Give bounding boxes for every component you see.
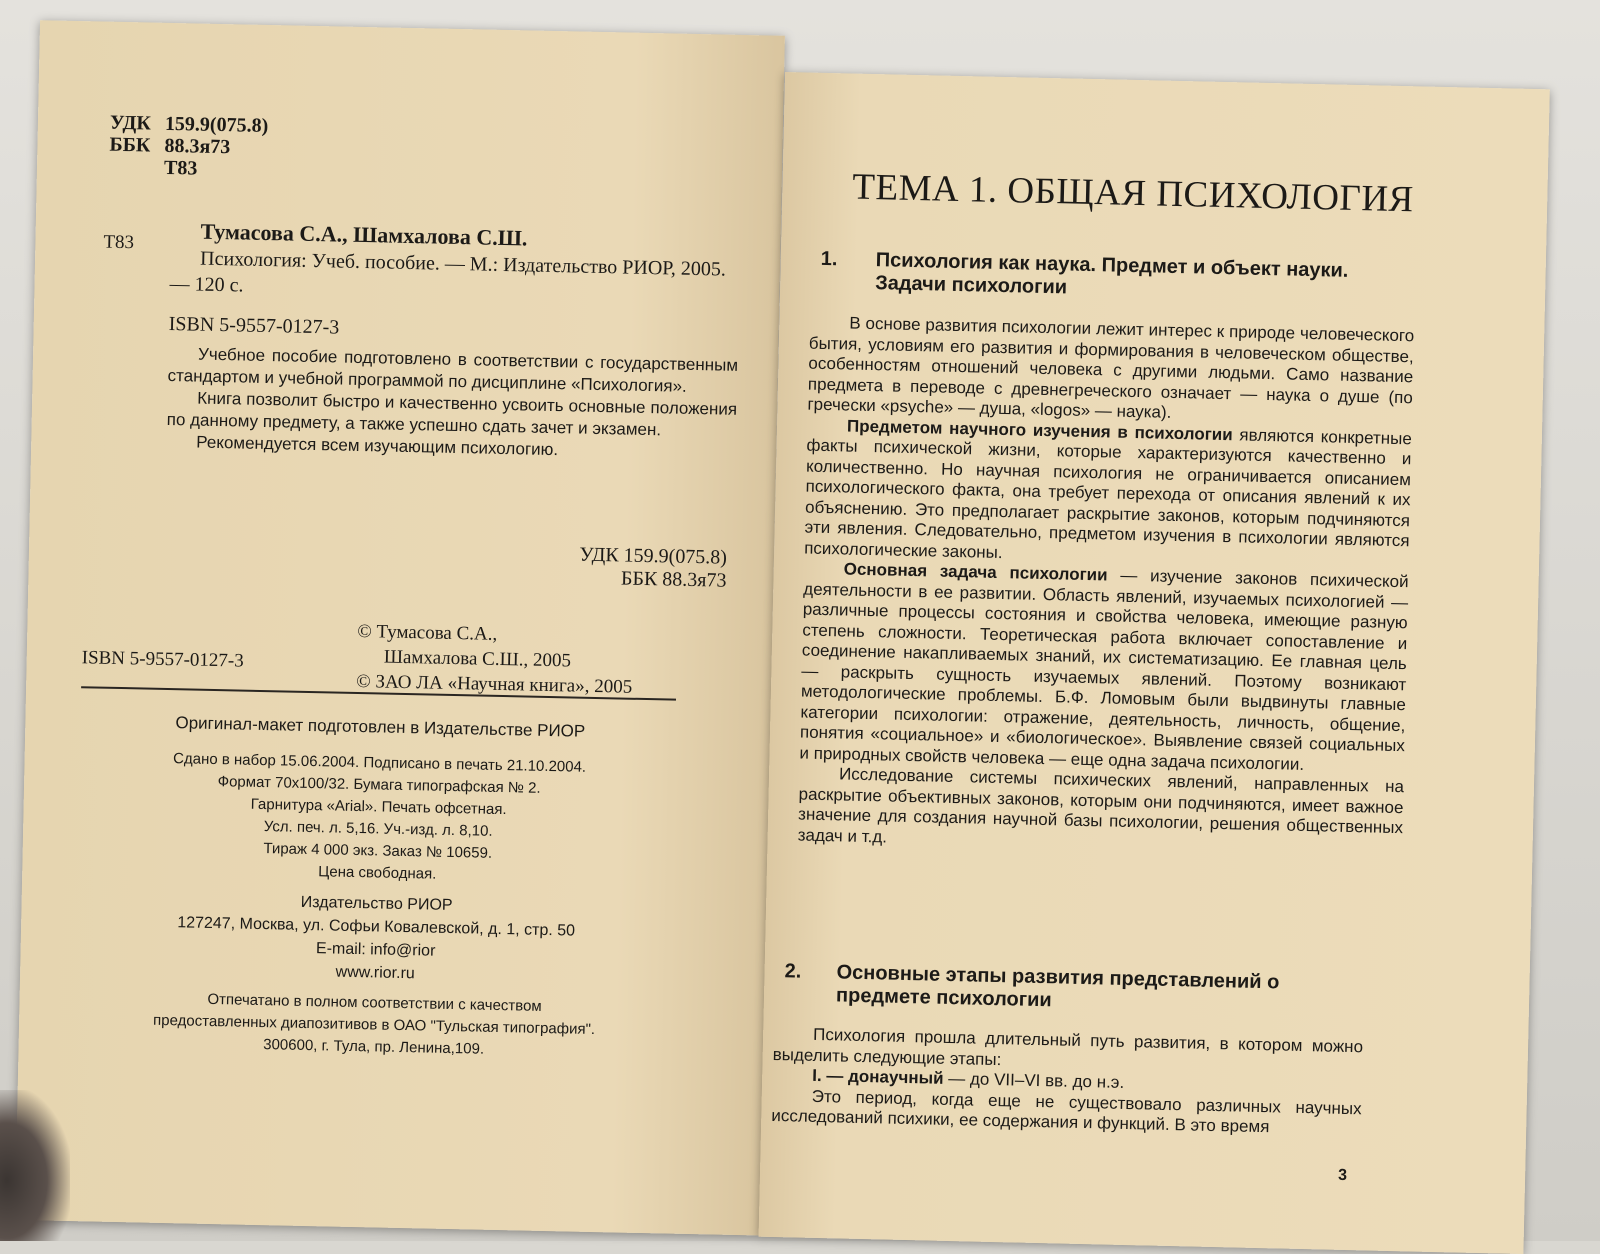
- isbn-bottom: ISBN 5-9557-0127-3: [81, 647, 244, 672]
- left-page: [15, 20, 785, 1235]
- copyright-block: [356, 619, 633, 700]
- printed-line: предоставленных диапозитивов в ОАО "Тульская типография".: [152, 1011, 596, 1039]
- printed-line: 300600, г. Тула, пр. Ленина,109.: [263, 1036, 485, 1058]
- bold-term: I. — донаучный: [812, 1065, 944, 1088]
- paragraph: Исследование системы психических явлений, направленных на раскрытие объективных законов, которым они подчиняются, имеет важное значение для создания научной базы психологии, решения общественных задач и т.д.: [797, 764, 1405, 847]
- copyright-line: © Тумасова С.А.,: [357, 620, 498, 645]
- paragraph-text: — до VII–VI вв. до н.э.: [943, 1068, 1125, 1092]
- bbk-label: ББК: [109, 133, 151, 157]
- annotation-paragraph: Рекомендуется всем изучающим психологию.: [196, 432, 559, 460]
- print-detail: Сдано в набор 15.06.2004. Подписано в печать 21.10.2004.: [172, 750, 587, 776]
- right-page: [759, 72, 1550, 1254]
- paragraph: В основе развития психологии лежит интерес к природе человеческого бытия, условиям его развития и формирования в человеческом обществе, особенностям отношений человека с другими людьми. Само название предмета в переводе с древнегреческого означает — наука о душе (по гречески «psyche» — душа, «logos» — наука).: [807, 313, 1415, 422]
- publisher-line: www.rior.ru: [335, 963, 415, 983]
- paragraph-text: — изучение законов психической деятельности в ее развитии. Область явлений, изучаемых психологией — различные процессы состояния и свойства человека, имеющие разную степень сложности. Теоретическая работа включает сопоставление и соединение накапливаемых знаний, их систематизацию. Ее главная цель — раскрыть сущность изучаемых явлений. Поэтому возникают методологические проблемы. Б.Ф. Ломовым были выдвинуты главные категории психологии: отражение, деятельность, личность, общение, понятия «социальное» и «биологическое». Выявление связей социальных и природных свойств человека — еще одна задача психологии.: [799, 565, 1409, 774]
- authors: Тумасова С.А., Шамхалова С.Ш.: [200, 218, 528, 251]
- paragraph: [804, 415, 1412, 572]
- udk-right: УДК 159.9(075.8): [579, 543, 728, 569]
- section-number: 2.: [784, 960, 802, 983]
- print-detail: Тираж 4 000 экз. Заказ № 10659.: [263, 840, 493, 862]
- section-title: Психология как наука. Предмет и объект науки. Задачи психологии: [874, 249, 1349, 299]
- section-body: [771, 1024, 1363, 1140]
- side-author-mark: Т83: [103, 231, 135, 254]
- publisher-line: E-mail: info@rior: [315, 940, 436, 960]
- annotation-paragraph: Учебное пособие подготовлено в соответствии с государственным стандартом и учебной программой по дисциплине «Психология».: [167, 344, 739, 396]
- bibliographic-line: Психология: Учеб. пособие. — М.: Издательство РИОР, 2005. — 120 с.: [169, 247, 727, 297]
- section-title: Основные этапы развития представлений о предмете психологии: [835, 961, 1280, 1012]
- bold-term: Основная задача психологии: [843, 559, 1108, 585]
- copyright-line: © ЗАО ЛА «Научная книга», 2005: [356, 670, 633, 698]
- section-body: [797, 313, 1414, 860]
- bold-term: Предметом научного изучения в психологии: [846, 415, 1233, 444]
- paragraph: Это период, когда еще не существовало различных научных исследований психики, ее содержания и функций. В это время: [771, 1086, 1362, 1137]
- thumb: [0, 1090, 70, 1241]
- print-detail: Гарнитура «Arial». Печать офсетная.: [250, 795, 507, 819]
- printed-line: Отпечатано в полном соответствии с качеством: [207, 990, 542, 1015]
- udk-value: 159.9(075.8): [164, 112, 269, 137]
- paragraph: [799, 559, 1408, 778]
- publisher-line: Издательство РИОР: [300, 893, 453, 915]
- theme-title: ТЕМА 1. ОБЩАЯ ПСИХОЛОГИЯ: [851, 166, 1415, 221]
- print-detail: Формат 70х100/32. Бумага типографская № 2.: [217, 773, 541, 797]
- page-number: 3: [1337, 1166, 1348, 1185]
- classification-right: [458, 541, 727, 593]
- publisher-line: 127247, Москва, ул. Софьи Ковалевской, д. 1, стр. 50: [177, 914, 576, 940]
- print-detail: Цена свободная.: [318, 863, 437, 883]
- classification-block: [109, 112, 269, 181]
- isbn-top: ISBN 5-9557-0127-3: [168, 312, 340, 339]
- bbk-value: 88.3я73: [164, 134, 231, 159]
- copyright-line: Шамхалова С.Ш., 2005: [383, 646, 572, 672]
- imprint: [93, 710, 660, 1065]
- annotation-paragraph: Книга позволит быстро и качественно усвоить основные положения по данному предмету, а также успешно сдать зачет и экзамен.: [166, 388, 738, 440]
- author-mark: Т83: [163, 156, 198, 180]
- original-layout-note: Оригинал-макет подготовлен в Издательстве РИОР: [175, 713, 586, 741]
- print-detail: Усл. печ. л. 5,16. Уч.-изд. л. 8,10.: [263, 818, 493, 840]
- annotation: [166, 343, 738, 465]
- paragraph-text: являются конкретные факты психической жизни, которые характеризуются качественно и количественно. Но научная психология не ограничивается описанием психологического факта, она требует перехода от описания явлений к их объяснению. Это предполагает раскрытие законов, которым подчиняются эти явления. Следовательно, предметом изучения в психологии являются психологические законы.: [804, 424, 1413, 562]
- paragraph: Психология прошла длительный путь развития, в котором можно выделить следующие этапы:: [772, 1024, 1364, 1069]
- udk-label: УДК: [109, 111, 152, 135]
- section-number: 1.: [820, 247, 838, 271]
- bbk-right: ББК 88.3я73: [620, 567, 727, 592]
